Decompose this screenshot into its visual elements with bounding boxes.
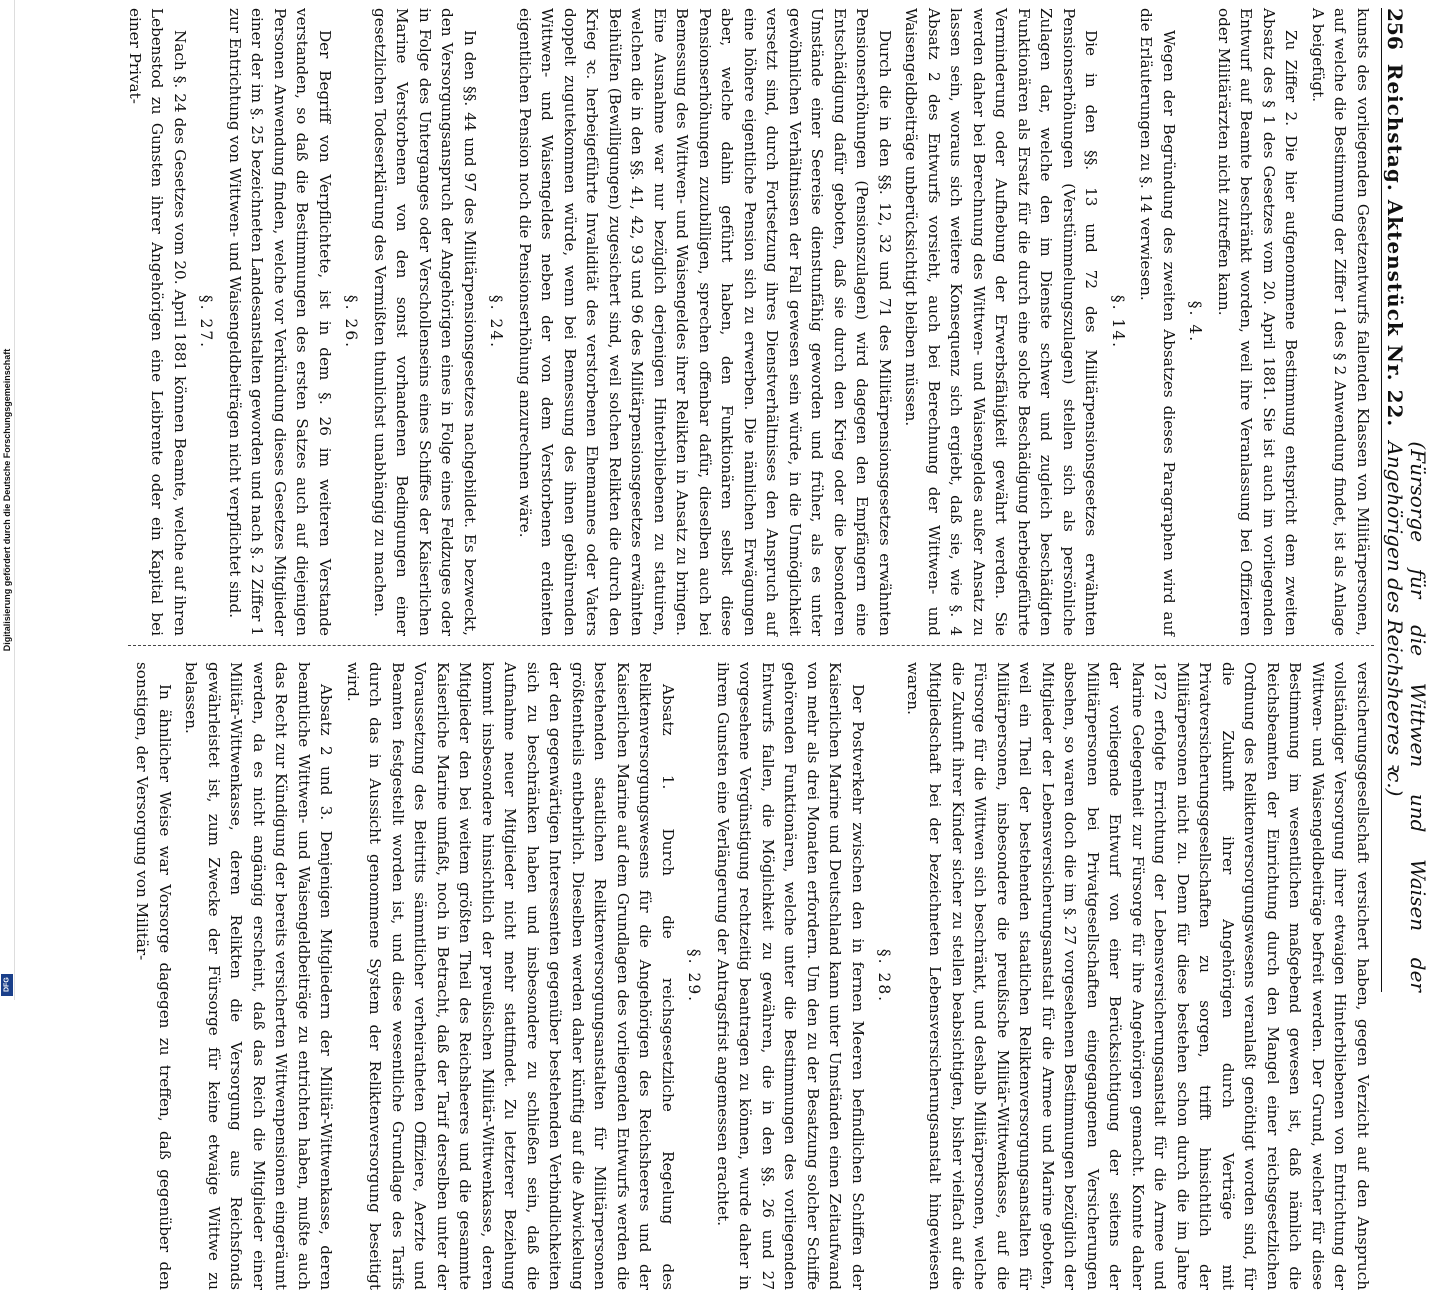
page-number: 256 <box>1383 8 1408 50</box>
section-heading: §. 27. <box>197 294 216 350</box>
scanned-page <box>122 0 1432 1290</box>
section-heading: §. 24. <box>487 294 506 350</box>
right-column <box>128 662 1374 1290</box>
paragraph: kunsts des vorliegenden Gesetzentwurfs fallenden Klassen von Militärpersonen, auf welche die Bestimmung der Ziffer 1 des § 2 Anwendung findet, ist als Anlage A beigefügt. <box>1309 8 1372 636</box>
section-heading: §. 14. <box>1109 294 1127 350</box>
paragraph: Zu Ziffer 2. Die hier aufgenommene Bestimmung entspricht dem zweiten Absatz des § 1 des Gesetzes vom 20. April 1881. Sie ist auch im vorliegenden Entwurf auf Beamte beschränkt worden, weil ihre Veranlassung bei Offizieren oder Militärärzten nicht zutreffen kann. <box>1215 8 1301 636</box>
paragraph: Durch die in den §§. 12, 32 und 71 des Militärpensionsgesetzes erwähnten Pensionserhöhungen (Pensionszulagen) wird dagegen den Empfängern eine Entschädigung dafür geboten, daß sie durch den Krieg oder die besonderen Umstände einer Seereise dienstunfähig geworden und früher, als es unter gewöhnlichen Verhältnissen der Fall gewesen sein würde, in die Unmöglichkeit versetzt sind, durch Fortsetzung ihres Dienstverhältnisses den Anspruch auf eine höhere eigentliche Pension sich zu erwerben. Die nämlichen Erwägungen aber, welche dahin geführt haben, den Funktionären selbst diese Pensionserhöhungen zuzubilligen, sprechen offenbar dafür, dieselben auch bei Bemessung des Wittwen- und Waisengeldes ihrer Relikten in Ansatz zu bringen. Eine Ausnahme war nur bezüglich derjenigen Hinterbliebenen zu statuiren, welchen die in den §§. 41, 42, 93 und 96 des Militärpensionsgesetzes erwähnten Beihülfen (Bewilligungen) zugesichert sind, weil solchen Relikten die durch den Krieg ꝛc. herbeigeführte Invalidität des verstorbenen Ehemannes oder Vaters doppelt zugutekommen würde, wenn bei Bemessung des ihnen gebührenden Wittwen- und Waisengeldes neben der von dem Verstorbenen erdienten eigentlichen Pension noch die Pensionserhöhung anzurechnen wäre. <box>516 8 894 636</box>
left-column <box>128 8 1374 636</box>
paragraph: Nach §. 24 des Gesetzes vom 20. April 1881 können Beamte, welche auf ihren Lebenstod zu Gunsten ihrer Angehörigen eine Leibrente oder ein Kapital bei einer Privat- <box>126 8 189 636</box>
column-divider <box>128 645 1374 646</box>
paragraph: Wegen der Begründung des zweiten Absatzes dieses Paragraphen wird auf die Erläuterungen zu §. 14 verwiesen. <box>1137 8 1178 636</box>
paragraph: versicherungsgesellschaft versichert haben, gegen Verzicht auf den Anspruch vollständiger Versorgung ihrer etwaigen Hinterbliebenen von Entrichtung der Wittwen- und Waisengeldbeiträge befreit werden. Der Grund, welcher für diese Bestimmung im wesentlichen maßgebend gewesen ist, daß nämlich die Reichsbeamten der Einrichtung durch den Mangel einer reichsgesetzlichen Ordnung des Reliktenversorgungswesens veranlaßt genöthigt worden sind, für die Zukunft ihrer Angehörigen durch Verträge mit Privatversicherungsgesellschaften zu sorgen, trifft hinsichtlich der Militärpersonen nicht zu. Denn für diese bestehen schon durch die im Jahre 1872 erfolgte Errichtung der Lebensversicherungsanstalt für die Armee und Marine Gelegenheit zur Fürsorge für ihre Angehörigen gemacht. Konnte daher der vorliegende Entwurf von einer Berücksichtigung der seitens der Militärpersonen bei Privatgesellschaften eingegangenen Versicherungen absehen, so waren doch die im §. 27 vorgesehenen Bestimmungen bezüglich der Mitglieder der Lebensversicherungsanstalt für die Armee und Marine geboten, weil ein Theil der bestehenden staatlichen Reliktenversorgungsanstalten für Militärpersonen, insbesondere die preußische Militär-Wittwenkasse, auf die Fürsorge für die Wittwen sich beschränkt, und deshalb Militärpersonen, welche die Zukunft ihrer Kinder sicher zu stellen beabsichtigten, bisher vielfach auf die Mitgliedschaft bei der bezeichneten Lebensversicherungsanstalt hingewiesen waren. <box>904 662 1372 1290</box>
paragraph: Der Begriff von Verpflichtete, ist in dem §. 26 im weiteren Verstande verstanden, so daß die Bestimmungen des ersten Satzes auch auf diejenigen Personen Anwendung finden, welche vor Verkündung dieses Gesetzes Mitglieder einer der im §. 25 bezeichneten Landesanstalten geworden und nach §. 2 Ziffer 1 zur Entrichtung von Wittwen- und Waisengeldbeiträgen nicht verpflichtet sind. <box>226 8 334 636</box>
dfg-logo: DFG <box>1 974 13 996</box>
paragraph: Absatz 1. Durch die reichsgesetzliche Regelung des Reliktenversorgungswesens für die Angehörigen des Reichsheeres und der Kaiserlichen Marine auf dem Grundlagen des vorliegenden Entwurfs werden die bestehenden staatlichen Reliktenversorgungsanstalten für Militärpersonen größtentheils entbehrlich. Dieselben werden daher künftig auf die Abwickelung der den gegenwärtigen Interessenten gegenüber bestehenden Verbindlichkeiten sich zu beschränken haben und insbesondere zu schließen sein, daß die Aufnahme neuer Mitglieder nicht mehr stattfindet. Zu letzterer Beziehung kommt insbesondere hinsichtlich der preußischen Militär-Wittwenkasse, deren Mitglieder den bei weitem größten Theil des Reichsheeres und die gesammte Kaiserliche Marine umfaßt, noch in Betracht, daß der Tarif derselben unter der Voraussetzung des Beitritts sämmtlicher verheiratheten Offiziere, Aerzte und Beamten festgestellt worden ist, und diese wesentliche Grundlage des Tarifs durch das in Aussicht genommene System der Reliktenversorgung beseitigt wird. <box>344 662 677 1290</box>
side-attribution-strip <box>0 0 15 1000</box>
page-header <box>1381 8 1430 992</box>
page-title: Reichstag. Aktenstück Nr. 22. <box>1383 63 1408 428</box>
paragraph: In den §§. 44 und 97 des Militärpensionsgesetzes nachgebildet. Es bezweckt, den Versorgungsanspruch der Angehörigen eines in Folge eines Feldzuges oder in Folge des Unterganges oder Verschollenseins eines Schiffes der Kaiserlichen Marine Verstorbenen von den sonst vorhandenen Bedingungen einer gesetzlichen Todeserklärung des Vermißten thunlichst unabhängig zu machen. <box>371 8 479 636</box>
page-subtitle: (Fürsorge für die Wittwen und Waisen der Angehörigen des Reichsheeres ꝛc.) <box>1383 441 1430 992</box>
paragraph: In ähnlicher Weise war Vorsorge dagegen zu treffen, daß gegenüber den sonstigen, der Versorgung von Militär- <box>133 662 174 1290</box>
section-heading: §. 26. <box>342 294 361 350</box>
paragraph: Absatz 2 und 3. Denjenigen Mitgliedern der Militär-Wittwenkasse, deren beamtliche Wittwen- und Waisengeldbeiträge zu entrichten haben, mußte auch das Recht zur Kündigung der bereits versicherten Wittwenpensionen eingeräumt werden, da es nicht angängig erscheint, daß das Reich die Mitglieder einer Militär-Wittwenkasse, deren Relikten die Versorgung aus Reichsfonds gewährleistet ist, zum Zwecke der Fürsorge für keine etwaige Wittwe zu belassen. <box>182 662 336 1290</box>
section-heading: §. 4. <box>1186 300 1205 344</box>
attribution-text: Digitalisierung gefördert durch die Deutsche Forschungsgemeinschaft <box>2 348 12 652</box>
section-heading: §. 28. <box>875 948 894 1004</box>
paragraph: Der Postverkehr zwischen den in fernen Meeren befindlichen Schiffen der Kaiserlichen Marine und Deutschland kann unter Umständen einen Zeitaufwand von mehr als drei Monaten erfordern. Um den zu der Besatzung solcher Schiffe gehörenden Funktionären, welche unter die Bestimmungen des vorliegenden Entwurfs fallen, die Möglichkeit zu gewähren, die in den §§. 26 und 27 vorgesehene Vergünstigung rechtzeitig beantragen zu können, wurde daher in ihrem Gunsten eine Verlängerung der Antragsfrist angemessen erachtet. <box>714 662 867 1290</box>
section-heading: §. 29. <box>685 948 704 1004</box>
paragraph: Die in den §§. 13 und 72 des Militärpensionsgesetzes erwähnten Pensionserhöhungen (Verstümmelungszulagen) stellen sich als persönliche Zulagen dar, welche den im Dienste schwer und zugleich beschädigten Funktionären als Ersatz für die durch eine solche Beschädigung herbeigeführte Verminderung oder Aufhebung der Erwerbsfähigkeit gewährt werden. Sie werden daher bei Berechnung des Wittwen- und Waisengeldes außer Ansatz zu lassen sein, woraus sich weitere Konsequenz sich ergiebt, daß sie, wie §. 4 Absatz 2 des Entwurfs vorsieht, auch bei Berechnung der Wittwen- und Waisengeldbeiträge unberücksichtigt bleiben müssen. <box>902 8 1101 636</box>
